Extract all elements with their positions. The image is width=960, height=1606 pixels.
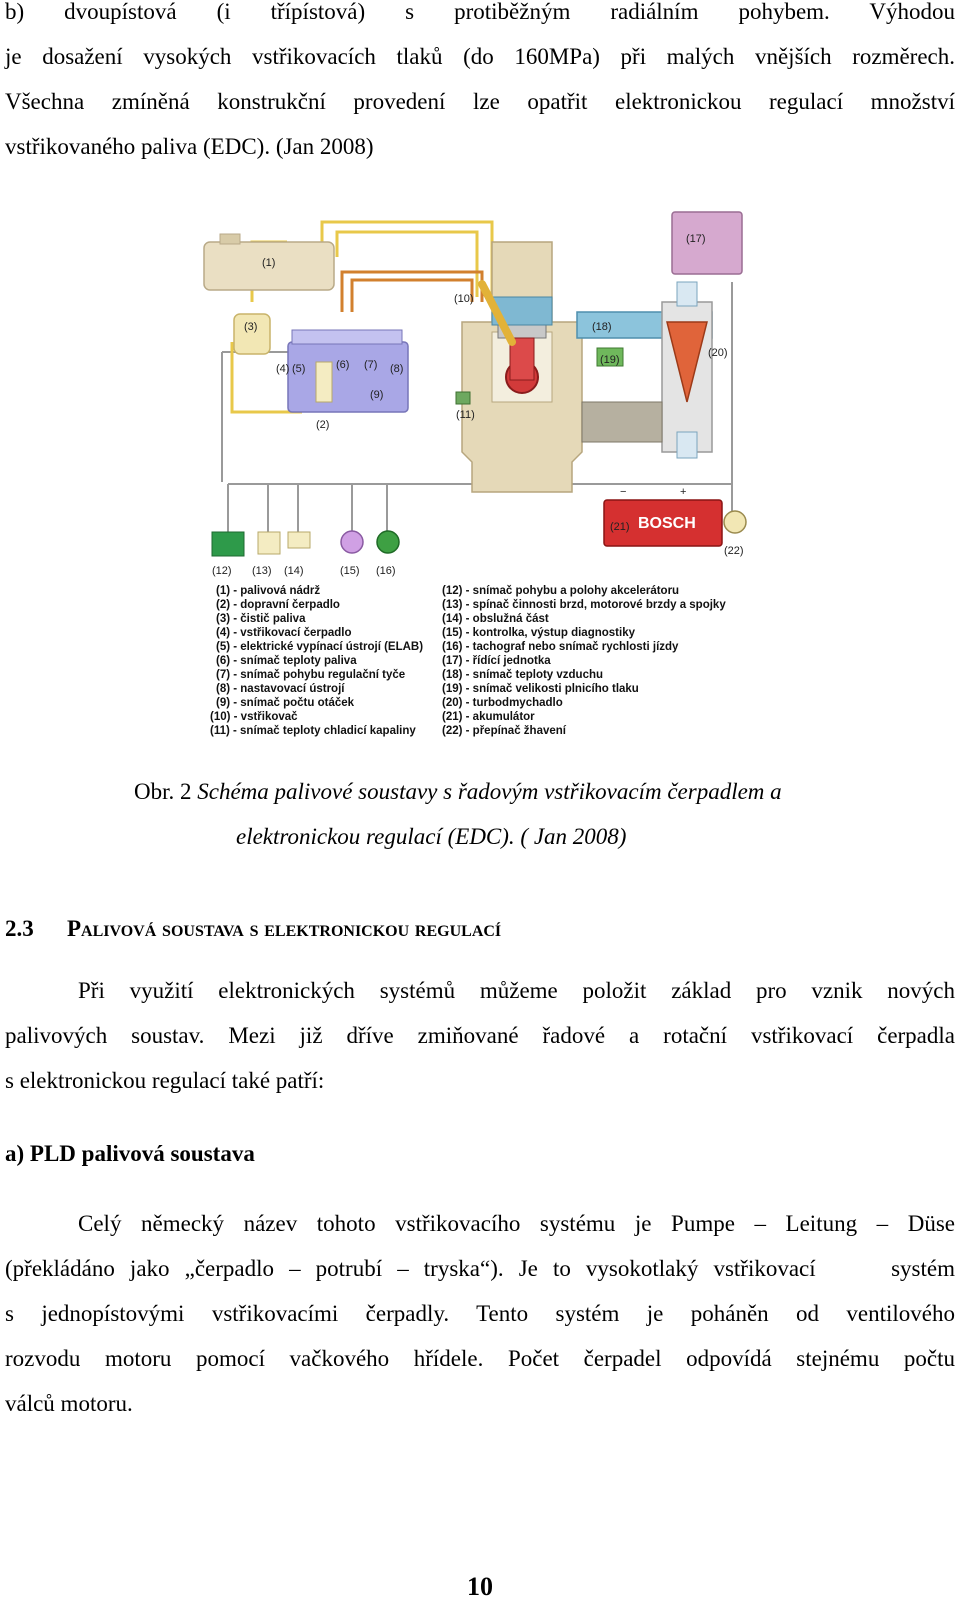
legend-item: (21) - akumulátor	[442, 711, 535, 723]
label-17: (17)	[686, 233, 706, 245]
ecu	[672, 212, 742, 274]
caption-prefix: Obr. 2	[134, 779, 192, 804]
paragraph-line: s elektronickou regulací také patří:	[5, 1068, 325, 1093]
subsection-heading: a) PLD palivová soustava	[5, 1141, 255, 1166]
label-15: (15)	[340, 565, 360, 577]
caption-line-2: elektronickou regulací (EDC). ( Jan 2008)	[236, 824, 627, 849]
page-number: 10	[467, 1572, 493, 1601]
battery-plus: +	[680, 486, 687, 498]
battery-minus: −	[620, 486, 627, 498]
legend-item: (22) - přepínač žhavení	[442, 725, 566, 737]
legend-item: (4) - vstřikovací čerpadlo	[216, 627, 352, 639]
label-22: (22)	[724, 545, 744, 557]
paragraph-line: s jednopístovými vstřikovacími čerpadly. Tento systém je poháněn od ventilového	[5, 1301, 955, 1326]
paragraph-line: palivových soustav. Mezi již dříve zmiňované řadové a rotační vstřikovací čerpadla	[5, 1023, 955, 1048]
label-3: (3)	[244, 321, 258, 333]
section-heading	[5, 912, 501, 946]
label-14: (14)	[284, 565, 304, 577]
legend-item: (14) - obslužná část	[442, 613, 549, 625]
fuel-system-diagram	[192, 202, 772, 742]
label-8: (8)	[390, 363, 404, 375]
paragraph-line: b) dvoupístová (i třípístová) s protiběžným radiálním pohybem. Výhodou	[5, 0, 955, 24]
legend-item: (9) - snímač počtu otáček	[216, 697, 355, 709]
legend-item: (15) - kontrolka, výstup diagnostiky	[442, 627, 635, 639]
legend-item: (13) - spínač činnosti brzd, motorové brzdy a spojky	[442, 599, 726, 611]
label-12: (12)	[212, 565, 232, 577]
glow-switch	[724, 511, 746, 533]
label-19: (19)	[600, 354, 620, 366]
label-2: (2)	[316, 419, 330, 431]
legend-item: (12) - snímač pohybu a polohy akcelerátoru	[442, 585, 680, 597]
paragraph-line: Při využití elektronických systémů můžeme položit základ pro vznik nových	[78, 978, 955, 1003]
paragraph-line: (překládáno jako „čerpadlo – potrubí – tryska“). Je to vysokotlaký vstřikovací systém	[5, 1256, 955, 1281]
legend-item: (1) - palivová nádrž	[216, 585, 321, 597]
section-number: 2.3	[5, 916, 34, 941]
label-5: (5)	[292, 363, 306, 375]
legend-item: (17) - řídící jednotka	[442, 655, 551, 667]
paragraph-line: vstřikovaného paliva (EDC). (Jan 2008)	[5, 134, 374, 159]
injection-pump	[288, 342, 408, 412]
diagnostic-lamp	[341, 531, 363, 553]
legend-item: (16) - tachograf nebo snímač rychlosti jízdy	[442, 641, 679, 653]
section-title: Palivová soustava s elektronickou regulací	[67, 916, 502, 941]
label-4: (4)	[276, 363, 290, 375]
legend-item: (10) - vstřikovač	[210, 711, 298, 723]
paragraph-line: válců motoru.	[5, 1391, 133, 1416]
label-9: (9)	[370, 389, 384, 401]
legend-item: (18) - snímač teploty vzduchu	[442, 669, 604, 681]
fuel-system-figure	[192, 202, 772, 742]
legend-item: (2) - dopravní čerpadlo	[216, 599, 340, 611]
paragraph-line: rozvodu motoru pomocí vačkového hřídele. Počet čerpadel odpovídá stejnému počtu	[5, 1346, 955, 1371]
legend-item: (19) - snímač velikosti plnicího tlaku	[442, 683, 639, 695]
legend-item: (7) - snímač pohybu regulační tyče	[216, 669, 406, 681]
label-20: (20)	[708, 347, 728, 359]
battery-brand: BOSCH	[638, 515, 696, 532]
tachograph	[377, 531, 399, 553]
label-10: (10)	[454, 293, 474, 305]
caption-line-1: Schéma palivové soustavy s řadovým vstřikovacím čerpadlem a	[197, 779, 782, 804]
legend-item: (5) - elektrické vypínací ústrojí (ELAB)	[216, 641, 424, 653]
fuel-filter	[234, 314, 270, 354]
legend-item: (20) - turbodmychadlo	[442, 697, 563, 709]
label-7: (7)	[364, 359, 378, 371]
paragraph-line: Celý německý název tohoto vstřikovacího systému je Pumpe – Leitung – Düse	[78, 1211, 955, 1236]
paragraph-line: je dosažení vysokých vstřikovacích tlaků (do 160MPa) při malých vnějších rozměrech.	[5, 44, 955, 69]
label-13: (13)	[252, 565, 272, 577]
paragraph-line: Všechna zmíněná konstrukční provedení lze opatřit elektronickou regulací množství	[5, 89, 955, 114]
legend-item: (3) - čistič paliva	[216, 613, 306, 625]
legend-item: (8) - nastavovací ústrojí	[216, 683, 345, 695]
label-18: (18)	[592, 321, 612, 333]
label-1: (1)	[262, 257, 276, 269]
label-21: (21)	[610, 521, 630, 533]
label-11: (11)	[456, 409, 475, 421]
label-6: (6)	[336, 359, 350, 371]
label-16: (16)	[376, 565, 396, 577]
legend-item: (6) - snímač teploty paliva	[216, 655, 357, 667]
legend-item: (11) - snímač teploty chladicí kapaliny	[210, 725, 416, 737]
accelerator-sensor	[212, 532, 244, 556]
